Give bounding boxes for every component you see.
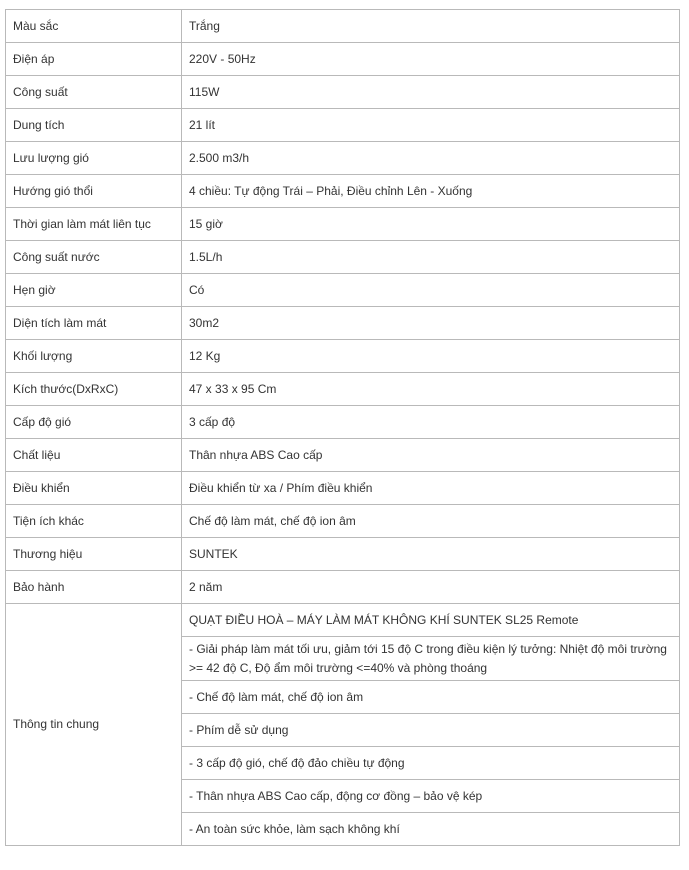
row-label: Dung tích	[6, 109, 182, 142]
row-label: Hẹn giờ	[6, 274, 182, 307]
row-label: Tiện ích khác	[6, 505, 182, 538]
row-label: Hướng gió thổi	[6, 175, 182, 208]
row-value: 220V - 50Hz	[182, 43, 680, 76]
row-value: 3 cấp độ	[182, 406, 680, 439]
general-info-item: - Phím dễ sử dụng	[182, 714, 680, 747]
row-label: Thương hiệu	[6, 538, 182, 571]
general-info-item: - Thân nhựa ABS Cao cấp, động cơ đồng – bảo vệ kép	[182, 780, 680, 813]
table-row	[6, 373, 680, 406]
row-label: Chất liệu	[6, 439, 182, 472]
row-value: 2 năm	[182, 571, 680, 604]
table-row	[6, 406, 680, 439]
table-row	[6, 208, 680, 241]
row-value: 15 giờ	[182, 208, 680, 241]
row-label: Điện áp	[6, 43, 182, 76]
row-value: 47 x 33 x 95 Cm	[182, 373, 680, 406]
row-value: Thân nhựa ABS Cao cấp	[182, 439, 680, 472]
general-info-item: - Giải pháp làm mát tối ưu, giảm tới 15 độ C trong điều kiện lý tưởng: Nhiệt độ môi trường >= 42 độ C, Độ ẩm môi trường <=40% và phòng thoáng	[182, 637, 680, 681]
table-row	[6, 505, 680, 538]
table-row	[6, 142, 680, 175]
row-label: Diện tích làm mát	[6, 307, 182, 340]
table-row	[6, 109, 680, 142]
row-value: 4 chiều: Tự động Trái – Phải, Điều chỉnh Lên - Xuống	[182, 175, 680, 208]
row-label: Công suất nước	[6, 241, 182, 274]
general-info-item: - An toàn sức khỏe, làm sạch không khí	[182, 813, 680, 846]
table-row	[6, 472, 680, 505]
table-row	[6, 274, 680, 307]
row-label: Cấp độ gió	[6, 406, 182, 439]
row-label: Lưu lượng gió	[6, 142, 182, 175]
row-value: 12 Kg	[182, 340, 680, 373]
row-label: Bảo hành	[6, 571, 182, 604]
row-label: Điều khiển	[6, 472, 182, 505]
row-label: Khối lượng	[6, 340, 182, 373]
table-row-general	[6, 604, 680, 637]
row-value: SUNTEK	[182, 538, 680, 571]
row-value: 21 lít	[182, 109, 680, 142]
row-label: Thời gian làm mát liên tục	[6, 208, 182, 241]
table-row	[6, 439, 680, 472]
row-value: Chế độ làm mát, chế độ ion âm	[182, 505, 680, 538]
general-info-item: - Chế độ làm mát, chế độ ion âm	[182, 681, 680, 714]
table-row	[6, 175, 680, 208]
row-value: Điều khiển từ xa / Phím điều khiển	[182, 472, 680, 505]
row-value: Có	[182, 274, 680, 307]
row-value: 115W	[182, 76, 680, 109]
row-value: 2.500 m3/h	[182, 142, 680, 175]
table-row	[6, 43, 680, 76]
row-label: Màu sắc	[6, 10, 182, 43]
spec-table-body	[6, 10, 680, 846]
general-info-item: QUẠT ĐIỀU HOÀ – MÁY LÀM MÁT KHÔNG KHÍ SUNTEK SL25 Remote	[182, 604, 680, 637]
table-row	[6, 76, 680, 109]
spec-table	[5, 9, 680, 846]
row-label: Công suất	[6, 76, 182, 109]
table-row	[6, 10, 680, 43]
row-value: Trắng	[182, 10, 680, 43]
table-row	[6, 571, 680, 604]
table-row	[6, 307, 680, 340]
table-row	[6, 241, 680, 274]
table-row	[6, 538, 680, 571]
row-value: 30m2	[182, 307, 680, 340]
general-info-item: - 3 cấp độ gió, chế độ đảo chiều tự động	[182, 747, 680, 780]
general-info-label: Thông tin chung	[6, 604, 182, 846]
row-label: Kích thước(DxRxC)	[6, 373, 182, 406]
row-value: 1.5L/h	[182, 241, 680, 274]
table-row	[6, 340, 680, 373]
